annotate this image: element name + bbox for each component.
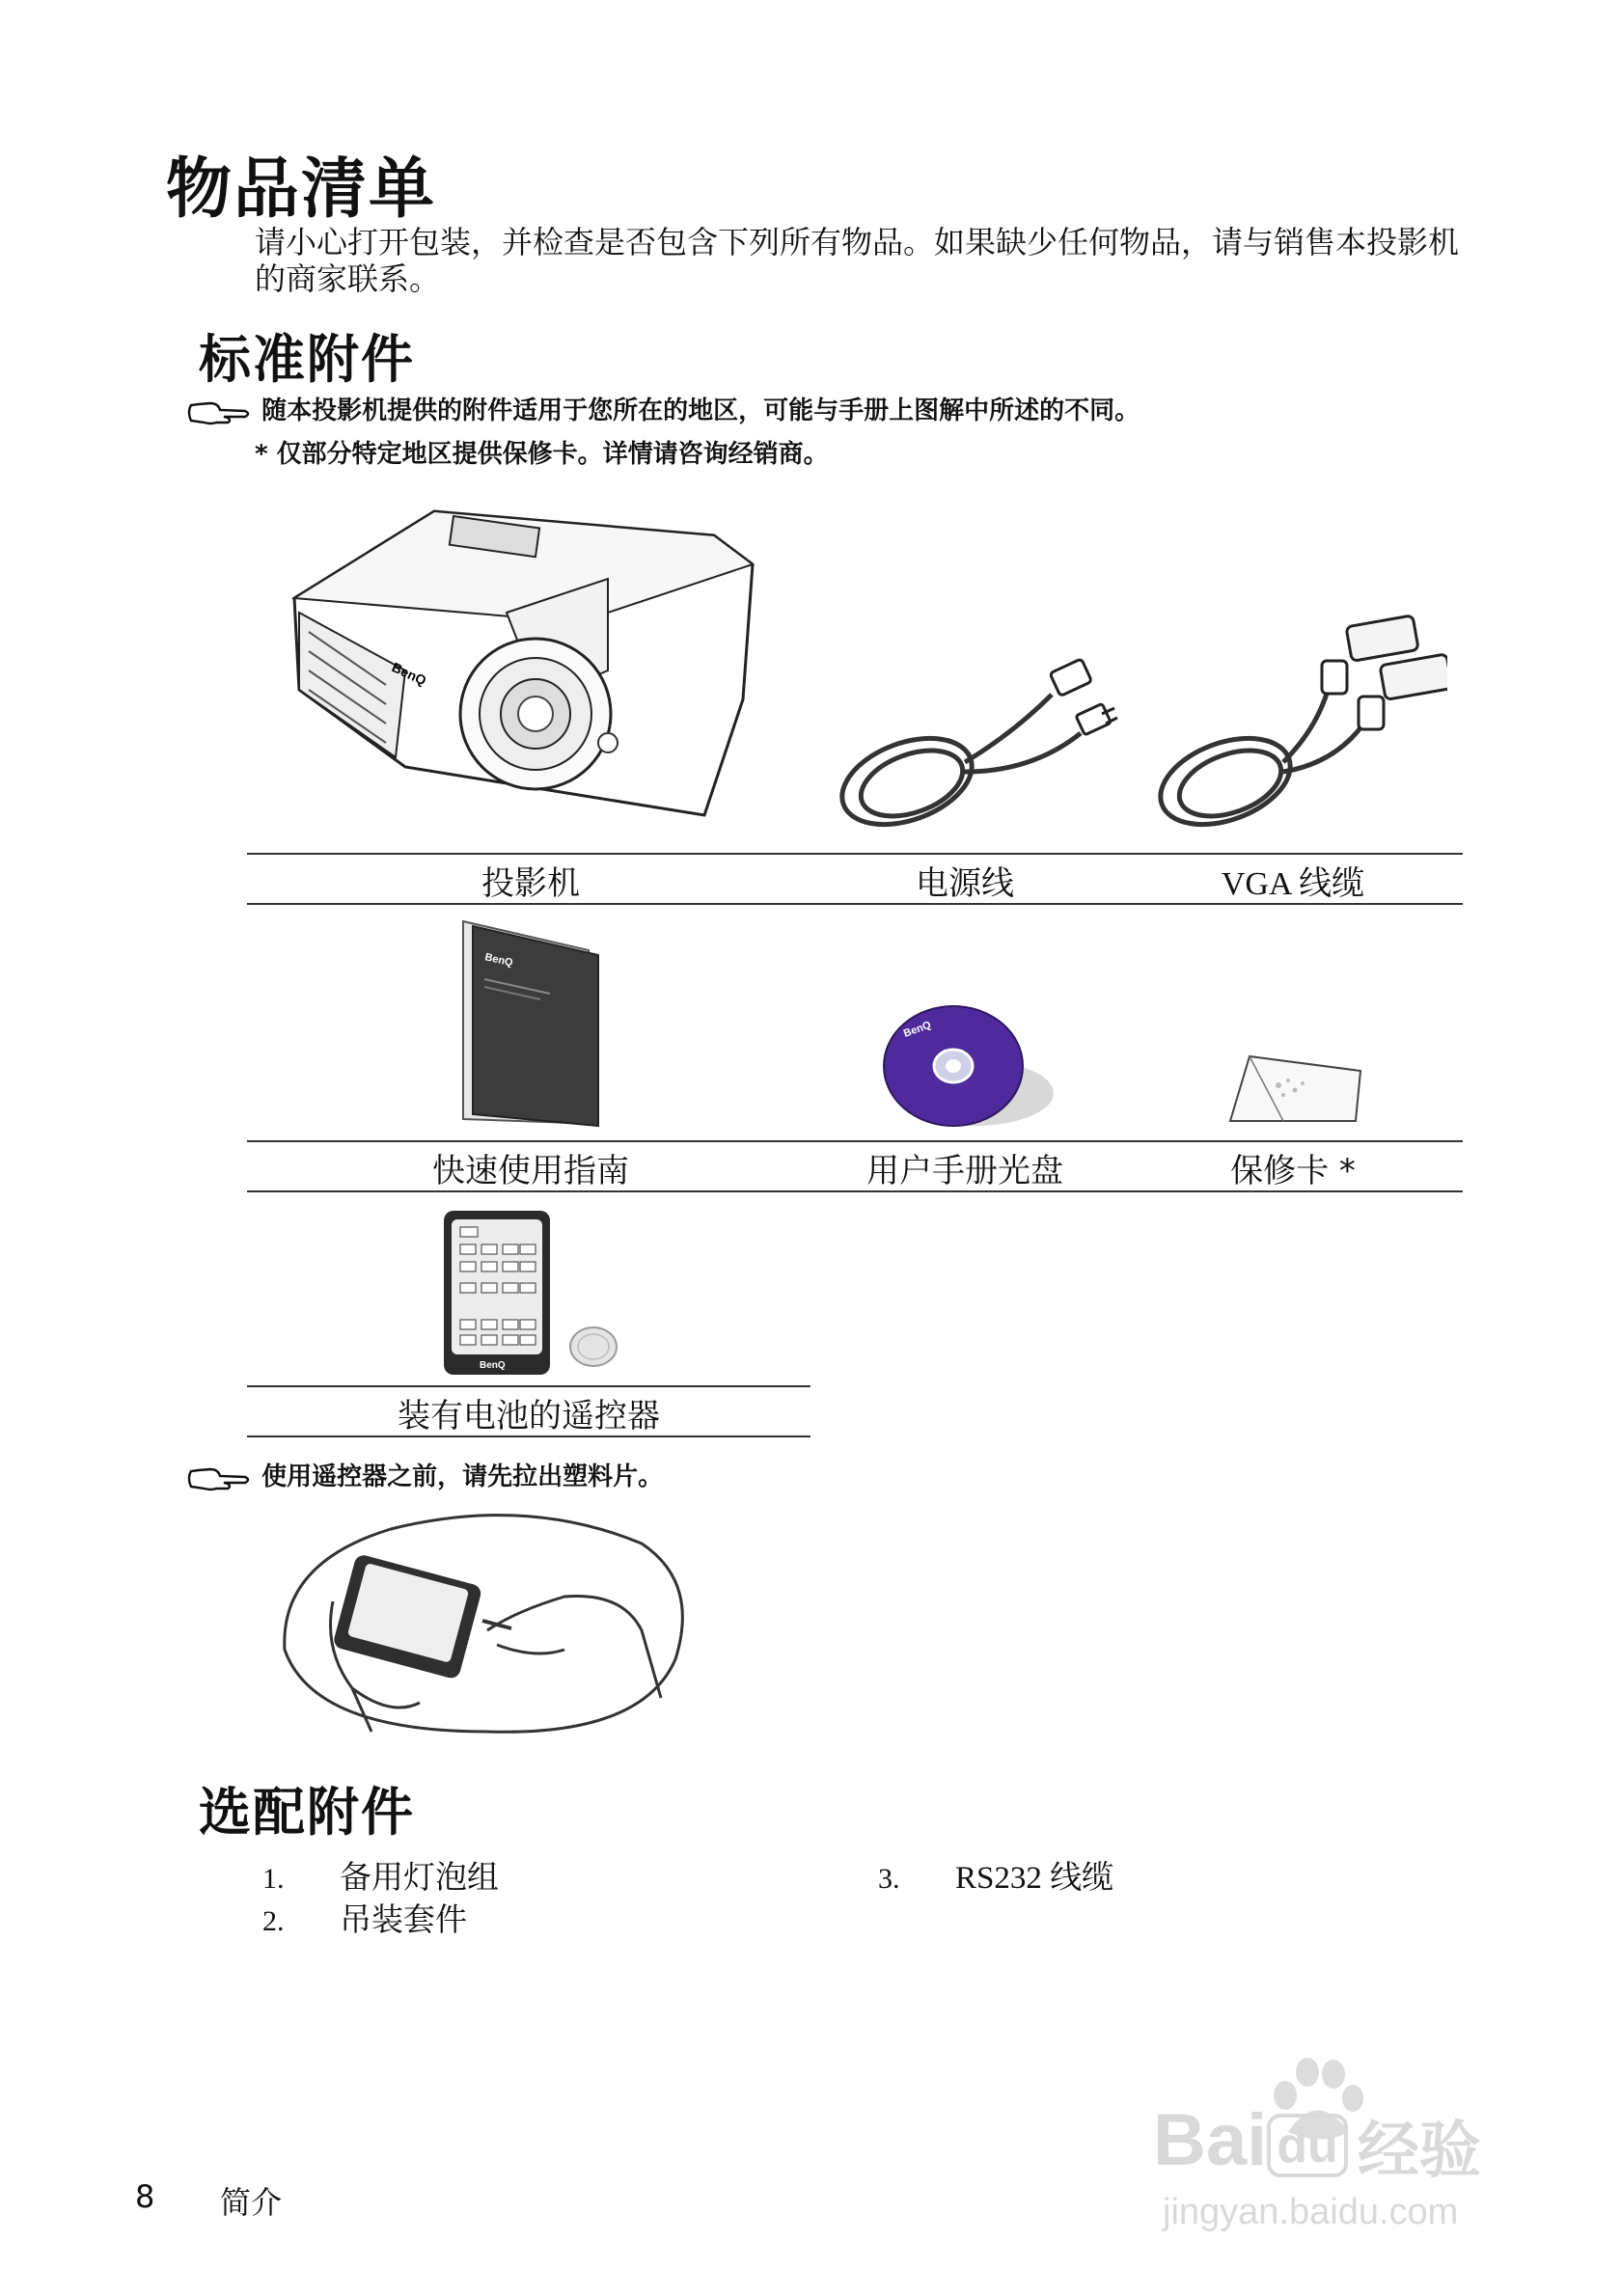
- watermark-brand-box: du: [1267, 2114, 1348, 2177]
- label-projector: 投影机: [481, 864, 580, 903]
- projector-brand-logo: BenQ: [389, 659, 429, 689]
- optional-item-number: 1.: [262, 1863, 285, 1895]
- table-rule: [247, 853, 1463, 855]
- remove-battery-tab-image: [275, 1505, 690, 1741]
- note-region-text: 随本投影机提供的附件适用于您所在的地区，可能与手册上图解中所述的不同。: [261, 396, 1140, 425]
- pointing-hand-icon: [185, 1462, 253, 1494]
- optional-item: [878, 1852, 1113, 1898]
- note-warranty: * 仅部分特定地区提供保修卡。详情请咨询经销商。: [255, 440, 829, 469]
- remote-control-image: [439, 1206, 632, 1380]
- label-warranty: 保修卡 *: [1230, 1152, 1356, 1190]
- remote-brand-logo: BenQ: [480, 1360, 506, 1371]
- power-cord-image: [820, 656, 1119, 839]
- section-heading-standard: 标准附件: [199, 329, 415, 390]
- note-remote: [185, 1457, 663, 1494]
- projector-image: [289, 506, 762, 834]
- watermark-url: jingyan.baidu.com: [1163, 2192, 1459, 2232]
- watermark-brand: Bai: [1153, 2099, 1268, 2181]
- optional-item-label: 吊装套件: [340, 1900, 467, 1938]
- optional-item-number: 3.: [878, 1863, 900, 1895]
- page-number: 8: [135, 2178, 155, 2215]
- table-rule: [247, 1140, 1463, 1142]
- vga-cable-image: [1139, 608, 1447, 839]
- label-power-cord: 电源线: [916, 864, 1014, 903]
- warranty-card-image: [1225, 1052, 1370, 1129]
- label-remote: 装有电池的遥控器: [398, 1397, 660, 1435]
- optional-item-label: RS232 线缆: [955, 1861, 1114, 1896]
- intro-text: 请小心打开包装，并检查是否包含下列所有物品。如果缺少任何物品，请与销售本投影机的商家联系。: [255, 224, 1460, 297]
- label-quick-guide: 快速使用指南: [432, 1152, 629, 1190]
- cd-brand-logo: BenQ: [901, 1019, 933, 1040]
- optional-item-number: 2.: [262, 1905, 285, 1937]
- optional-item: [262, 1852, 499, 1898]
- optional-item: [262, 1895, 467, 1940]
- optional-item-label: 备用灯泡组: [340, 1858, 499, 1896]
- note-remote-text: 使用遥控器之前，请先拉出塑料片。: [261, 1462, 664, 1491]
- watermark-logo: [1153, 2098, 1481, 2190]
- watermark-product: 经验: [1357, 2115, 1481, 2185]
- guide-brand-logo: BenQ: [483, 951, 514, 970]
- note-region: [185, 391, 1140, 428]
- footer-section: 简介: [220, 2184, 283, 2221]
- pointing-hand-icon: [185, 396, 253, 428]
- table-rule: [247, 903, 1463, 905]
- page-title: 物品清单: [166, 151, 437, 228]
- section-heading-optional: 选配附件: [199, 1782, 415, 1843]
- label-user-cd: 用户手册光盘: [866, 1152, 1063, 1190]
- table-rule: [247, 1190, 1463, 1192]
- table-rule: [247, 1385, 810, 1387]
- user-manual-cd-image: [868, 998, 1061, 1129]
- quick-guide-image: [444, 912, 608, 1129]
- label-vga-cable: VGA 线缆: [1221, 866, 1365, 902]
- table-rule: [247, 1435, 810, 1437]
